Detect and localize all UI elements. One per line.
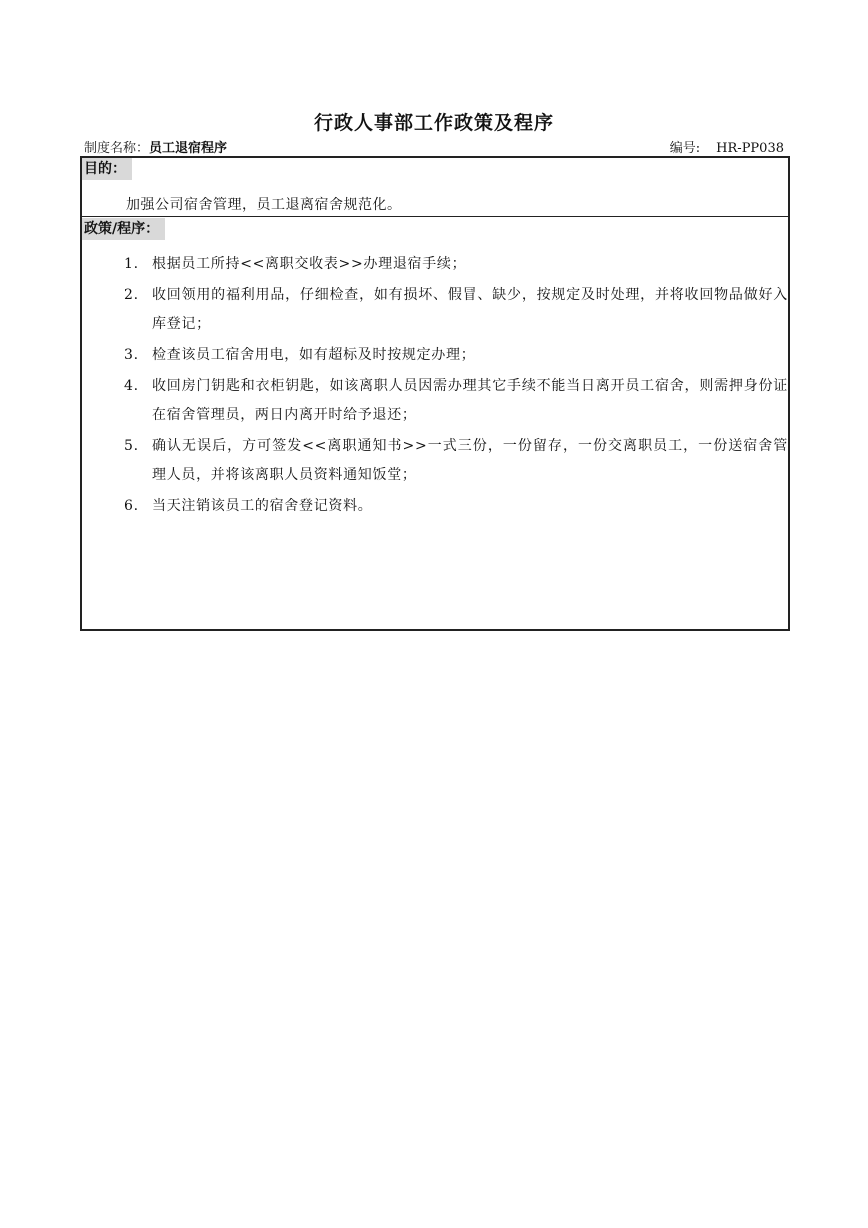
step-number: 4. xyxy=(124,378,139,394)
step-number: 3. xyxy=(124,347,139,363)
step-number: 5. xyxy=(124,438,139,454)
step-number: 6. xyxy=(124,498,139,514)
step-number: 1. xyxy=(124,256,139,272)
policy-name-label: 制度名称： xyxy=(84,141,150,156)
document-title: 行政人事部工作政策及程序 xyxy=(313,112,554,134)
step-text: 收回房门钥匙和衣柜钥匙，如该离职人员因需办理其它手续不能当日离开员工宿舍，则需押身份证在宿舍管理员，两日内离开时给予退还； xyxy=(152,378,788,423)
step-number: 2. xyxy=(124,287,139,303)
section-divider xyxy=(82,216,788,217)
procedure-steps xyxy=(124,250,788,523)
document-code-value: HR-PP038 xyxy=(716,141,784,156)
policy-table xyxy=(80,156,790,631)
step-text: 根据员工所持<<离职交收表>>办理退宿手续； xyxy=(152,256,467,272)
document-code-field xyxy=(670,137,784,156)
document-meta-row xyxy=(84,137,784,157)
procedure-step xyxy=(124,432,788,490)
procedure-step xyxy=(124,281,788,339)
step-text: 当天注销该员工的宿舍登记资料。 xyxy=(152,498,373,514)
purpose-heading: 目的： xyxy=(82,158,132,180)
procedure-step xyxy=(124,341,788,370)
procedure-step xyxy=(124,372,788,430)
purpose-text: 加强公司宿舍管理，员工退离宿舍规范化。 xyxy=(126,197,402,213)
step-text: 确认无误后，方可签发<<离职通知书>>一式三份，一份留存，一份交离职员工，一份送宿舍管理人员，并将该离职人员资料通知饭堂； xyxy=(152,438,788,483)
step-text: 检查该员工宿舍用电，如有超标及时按规定办理； xyxy=(152,347,476,363)
policy-heading: 政策/程序： xyxy=(82,218,165,240)
policy-name-field xyxy=(84,137,227,156)
document-code-label: 编号: xyxy=(669,141,701,156)
procedure-step xyxy=(124,492,788,521)
step-text: 收回领用的福利用品，仔细检查，如有损坏、假冒、缺少，按规定及时处理，并将收回物品做好入库登记； xyxy=(152,287,788,332)
policy-name-value: 员工退宿程序 xyxy=(149,141,228,156)
procedure-step xyxy=(124,250,788,279)
